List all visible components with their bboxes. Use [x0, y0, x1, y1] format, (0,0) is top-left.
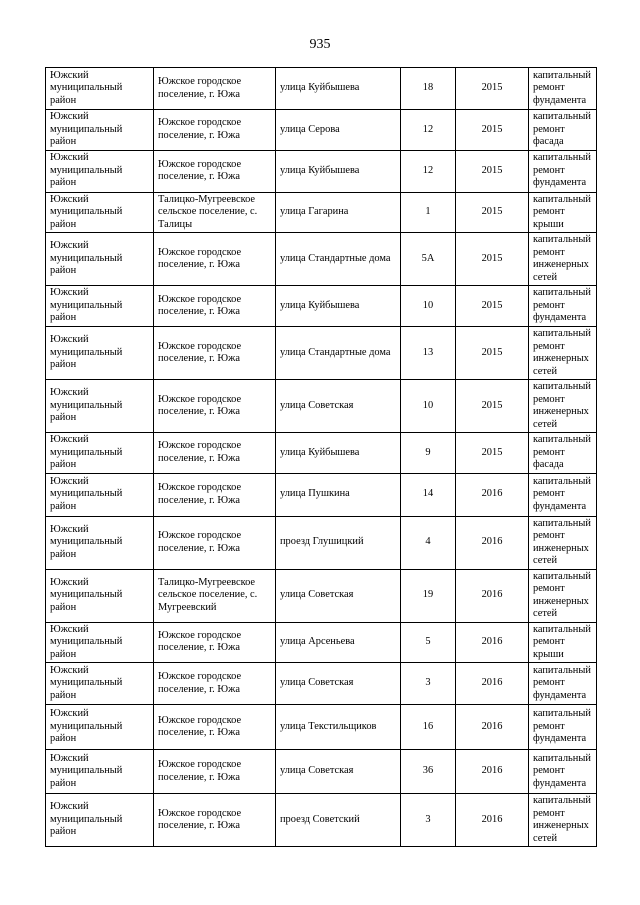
table-row [46, 286, 597, 327]
house-number-cell: 4 [401, 516, 456, 569]
house-number-cell: 9 [401, 433, 456, 474]
work-type-cell: капитальный ремонт инженерных сетей [529, 233, 597, 286]
work-type-cell: капитальный ремонт инженерных сетей [529, 516, 597, 569]
house-number-cell: 14 [401, 473, 456, 516]
district-cell: Южский муниципальный район [46, 705, 154, 750]
year-cell: 2015 [456, 68, 529, 110]
year-cell: 2016 [456, 622, 529, 663]
table-row [46, 233, 597, 286]
district-cell: Южский муниципальный район [46, 569, 154, 622]
table-row [46, 150, 597, 192]
street-cell: улица Арсеньева [276, 622, 401, 663]
street-cell: улица Советская [276, 663, 401, 705]
district-cell: Южский муниципальный район [46, 516, 154, 569]
house-number-cell: 5 [401, 622, 456, 663]
house-number-cell: 3 [401, 663, 456, 705]
street-cell: улица Гагарина [276, 192, 401, 233]
house-number-cell: 10 [401, 286, 456, 327]
work-type-cell: капитальный ремонт фундамента [529, 663, 597, 705]
year-cell: 2016 [456, 750, 529, 794]
street-cell: улица Советская [276, 380, 401, 433]
work-type-cell: капитальный ремонт крыши [529, 192, 597, 233]
district-cell: Южский муниципальный район [46, 192, 154, 233]
year-cell: 2016 [456, 569, 529, 622]
street-cell: проезд Советский [276, 794, 401, 847]
settlement-cell: Южское городское поселение, г. Южа [154, 433, 276, 474]
table-row [46, 622, 597, 663]
house-number-cell: 10 [401, 380, 456, 433]
table-row [46, 380, 597, 433]
settlement-cell: Южское городское поселение, г. Южа [154, 286, 276, 327]
street-cell: улица Пушкина [276, 473, 401, 516]
street-cell: улица Куйбышева [276, 68, 401, 110]
year-cell: 2016 [456, 516, 529, 569]
house-number-cell: 1 [401, 192, 456, 233]
table-row [46, 473, 597, 516]
table-row [46, 110, 597, 151]
table-row [46, 192, 597, 233]
street-cell: улица Советская [276, 750, 401, 794]
year-cell: 2016 [456, 473, 529, 516]
table-row [46, 516, 597, 569]
work-type-cell: капитальный ремонт фундамента [529, 750, 597, 794]
house-number-cell: 19 [401, 569, 456, 622]
year-cell: 2016 [456, 663, 529, 705]
repair-schedule-table [45, 67, 597, 847]
district-cell: Южский муниципальный район [46, 110, 154, 151]
work-type-cell: капитальный ремонт инженерных сетей [529, 327, 597, 380]
page-number: 935 [309, 37, 331, 52]
district-cell: Южский муниципальный район [46, 286, 154, 327]
year-cell: 2015 [456, 327, 529, 380]
house-number-cell: 18 [401, 68, 456, 110]
settlement-cell: Южское городское поселение, г. Южа [154, 233, 276, 286]
work-type-cell: капитальный ремонт фасада [529, 110, 597, 151]
year-cell: 2015 [456, 433, 529, 474]
district-cell: Южский муниципальный район [46, 433, 154, 474]
street-cell: улица Куйбышева [276, 286, 401, 327]
settlement-cell: Южское городское поселение, г. Южа [154, 110, 276, 151]
settlement-cell: Южское городское поселение, г. Южа [154, 516, 276, 569]
table-row [46, 569, 597, 622]
house-number-cell: 13 [401, 327, 456, 380]
settlement-cell: Южское городское поселение, г. Южа [154, 380, 276, 433]
street-cell: улица Стандартные дома [276, 233, 401, 286]
year-cell: 2016 [456, 794, 529, 847]
table-row [46, 327, 597, 380]
settlement-cell: Южское городское поселение, г. Южа [154, 663, 276, 705]
district-cell: Южский муниципальный район [46, 327, 154, 380]
settlement-cell: Южское городское поселение, г. Южа [154, 473, 276, 516]
table-row [46, 663, 597, 705]
street-cell: улица Стандартные дома [276, 327, 401, 380]
house-number-cell: 12 [401, 110, 456, 151]
district-cell: Южский муниципальный район [46, 380, 154, 433]
settlement-cell: Талицко-Мугреевское сельское поселение, с. Талицы [154, 192, 276, 233]
settlement-cell: Южское городское поселение, г. Южа [154, 750, 276, 794]
house-number-cell: 12 [401, 150, 456, 192]
settlement-cell: Южское городское поселение, г. Южа [154, 622, 276, 663]
street-cell: проезд Глушицкий [276, 516, 401, 569]
house-number-cell: 3 [401, 794, 456, 847]
table-row [46, 433, 597, 474]
table-row [46, 794, 597, 847]
street-cell: улица Серова [276, 110, 401, 151]
year-cell: 2015 [456, 286, 529, 327]
year-cell: 2016 [456, 705, 529, 750]
year-cell: 2015 [456, 150, 529, 192]
district-cell: Южский муниципальный район [46, 233, 154, 286]
work-type-cell: капитальный ремонт фундамента [529, 286, 597, 327]
district-cell: Южский муниципальный район [46, 750, 154, 794]
district-cell: Южский муниципальный район [46, 622, 154, 663]
house-number-cell: 5А [401, 233, 456, 286]
street-cell: улица Куйбышева [276, 150, 401, 192]
work-type-cell: капитальный ремонт инженерных сетей [529, 569, 597, 622]
street-cell: улица Советская [276, 569, 401, 622]
year-cell: 2015 [456, 380, 529, 433]
district-cell: Южский муниципальный район [46, 150, 154, 192]
settlement-cell: Южское городское поселение, г. Южа [154, 68, 276, 110]
work-type-cell: капитальный ремонт инженерных сетей [529, 794, 597, 847]
year-cell: 2015 [456, 233, 529, 286]
house-number-cell: 36 [401, 750, 456, 794]
year-cell: 2015 [456, 192, 529, 233]
work-type-cell: капитальный ремонт крыши [529, 622, 597, 663]
settlement-cell: Талицко-Мугреевское сельское поселение, с. Мугреевский [154, 569, 276, 622]
repair-schedule-body [46, 68, 597, 847]
work-type-cell: капитальный ремонт инженерных сетей [529, 380, 597, 433]
settlement-cell: Южское городское поселение, г. Южа [154, 794, 276, 847]
district-cell: Южский муниципальный район [46, 68, 154, 110]
table-row [46, 750, 597, 794]
settlement-cell: Южское городское поселение, г. Южа [154, 327, 276, 380]
work-type-cell: капитальный ремонт фундамента [529, 150, 597, 192]
table-row [46, 68, 597, 110]
street-cell: улица Куйбышева [276, 433, 401, 474]
work-type-cell: капитальный ремонт фасада [529, 433, 597, 474]
year-cell: 2015 [456, 110, 529, 151]
work-type-cell: капитальный ремонт фундамента [529, 68, 597, 110]
table-row [46, 705, 597, 750]
work-type-cell: капитальный ремонт фундамента [529, 705, 597, 750]
district-cell: Южский муниципальный район [46, 663, 154, 705]
district-cell: Южский муниципальный район [46, 473, 154, 516]
district-cell: Южский муниципальный район [46, 794, 154, 847]
settlement-cell: Южское городское поселение, г. Южа [154, 150, 276, 192]
settlement-cell: Южское городское поселение, г. Южа [154, 705, 276, 750]
street-cell: улица Текстильщиков [276, 705, 401, 750]
house-number-cell: 16 [401, 705, 456, 750]
work-type-cell: капитальный ремонт фундамента [529, 473, 597, 516]
